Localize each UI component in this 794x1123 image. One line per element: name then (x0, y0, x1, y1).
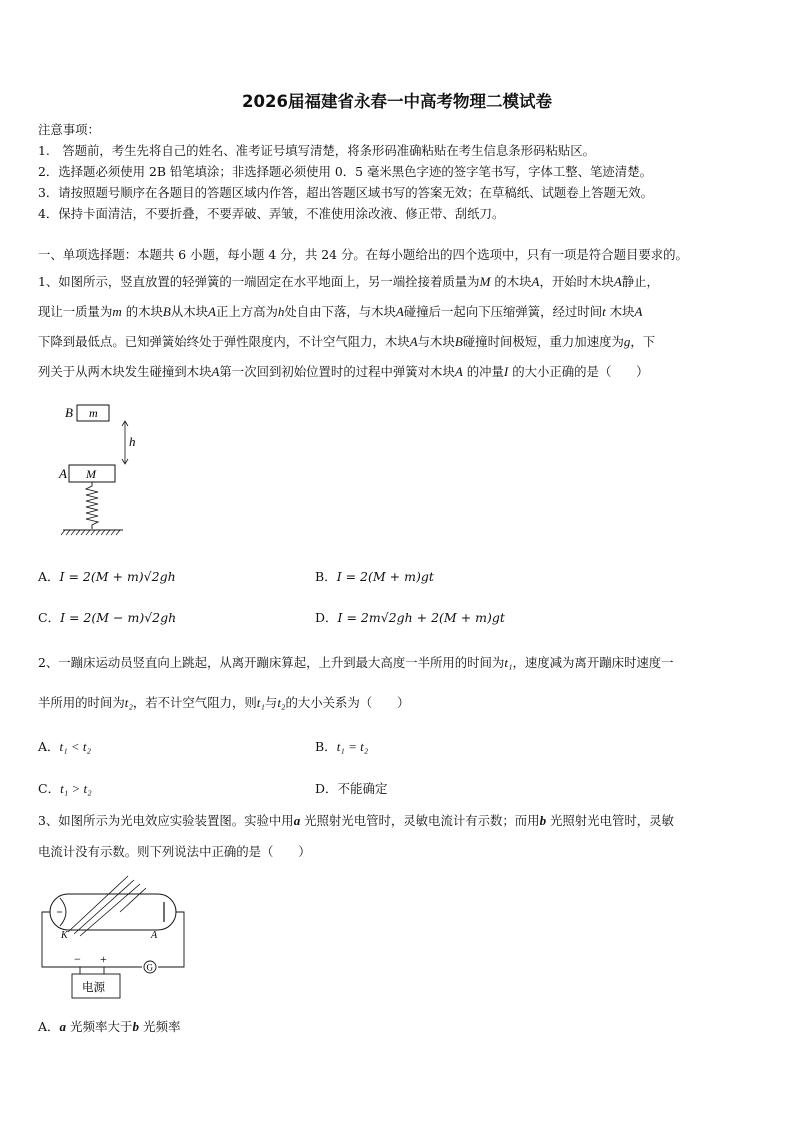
notice-item: 3．请按照题号顺序在各题目的答题区域内作答，超出答题区域书写的答案无效；在草稿纸、试题卷上答题无效。 (38, 185, 654, 200)
fig-label-B: B (65, 405, 73, 420)
fig-label-A: A (59, 466, 67, 481)
q3-line-1: 3、如图所示为光电效应实验装置图。实验中用a 光照射光电管时，灵敏电流计有示数；而用b 光照射光电管时，灵敏 (38, 813, 674, 828)
q1-option-d[interactable]: D．I = 2m√2gh + 2(M + m)gt (315, 610, 505, 625)
fig-label-G: G (146, 962, 153, 973)
q2-option-d[interactable]: D．不能确定 (315, 781, 388, 796)
fig-label-plus: + (100, 952, 107, 966)
q2-line-1: 2、一蹦床运动员竖直向上跳起，从离开蹦床算起，上升到最大高度一半所用的时间为t₁，速度减为离开蹦床时速度一 (38, 655, 674, 670)
notice-item: 1. 答题前，考生先将自己的姓名、准考证号填写清楚，将条形码准确粘贴在考生信息条形码粘贴区。 (38, 143, 596, 158)
q1-option-a[interactable]: A．I = 2(M + m)√2gh (38, 569, 176, 584)
notice-heading: 注意事项： (38, 122, 100, 137)
section-heading: 一、单项选择题：本题共 6 小题，每小题 4 分，共 24 分。在每小题给出的四个选项中，只有一项是符合题目要求的。 (38, 247, 688, 262)
q2-line-2: 半所用的时间为t₂，若不计空气阻力，则t₁与t₂的大小关系为（ ） (38, 695, 410, 710)
spring-block-figure (55, 398, 165, 540)
fig-label-h: h (129, 434, 136, 449)
photoelectric-figure (38, 872, 188, 1004)
q2-option-c[interactable]: C．t₁ > t₂ (38, 781, 92, 796)
q2-option-b[interactable]: B．t₁ = t₂ (315, 739, 369, 754)
page-title: 2026届福建省永春一中高考物理二模试卷 (242, 92, 552, 111)
q1-line-1: 1、如图所示，竖直放置的轻弹簧的一端固定在水平地面上，另一端拴接着质量为M 的木块A，开始时木块A静止， (38, 274, 659, 289)
ground-hatch (61, 530, 120, 535)
q3-line-2: 电流计没有示数。则下列说法中正确的是（ ） (38, 844, 311, 859)
q3-option-a[interactable]: A．a 光频率大于b 光频率 (38, 1019, 181, 1034)
q1-line-4: 列关于从两木块发生碰撞到木块A第一次回到初始位置时的过程中弹簧对木块A 的冲量I 的大小正确的是（ ） (38, 364, 649, 379)
spring (86, 482, 98, 529)
q1-option-b[interactable]: B．I = 2(M + m)gt (315, 569, 434, 584)
q1-option-c[interactable]: C．I = 2(M − m)√2gh (38, 610, 177, 625)
q2-option-a[interactable]: A．t₁ < t₂ (38, 739, 92, 754)
fig-label-A: A (151, 930, 158, 941)
fig-label-K: K (61, 930, 68, 941)
fig-label-M: M (86, 467, 96, 481)
notice-item: 2．选择题必须使用 2B 铅笔填涂；非选择题必须使用 0．5 毫米黑色字迹的签字笔书写，字体工整、笔迹清楚。 (38, 164, 652, 179)
fig-label-minus: − (74, 952, 81, 966)
q1-line-3: 下降到最低点。已知弹簧始终处于弹性限度内，不计空气阻力，木块A与木块B碰撞时间极短，重力加速度为g，下 (38, 334, 656, 349)
q1-line-2: 现让一质量为m 的木块B从木块A正上方高为h处自由下落，与木块A碰撞后一起向下压缩弹簧，经过时间t 木块A (38, 304, 643, 319)
fig-label-m: m (89, 406, 98, 420)
fig-label-source: 电源 (82, 980, 105, 994)
notice-item: 4．保持卡面清洁，不要折叠，不要弄破、弄皱，不准使用涂改液、修正带、刮纸刀。 (38, 206, 505, 221)
